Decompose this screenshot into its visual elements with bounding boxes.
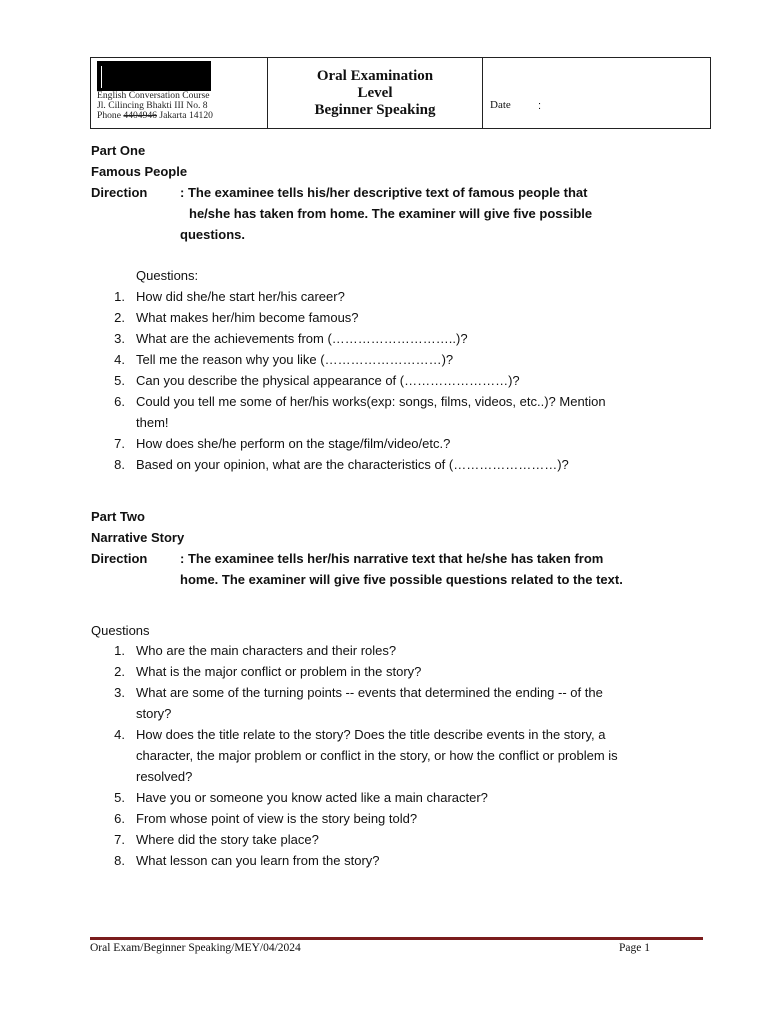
part-two-direction-line-2: home. The examiner will give five possible questions related to the text. — [180, 572, 623, 587]
footer-doc-code: Oral Exam/Beginner Speaking/MEY/04/2024 — [90, 942, 301, 954]
part-two-question-text: character, the major problem or conflict in the story, or how the conflict or problem is — [136, 748, 618, 763]
part-two-question-text: How does the title relate to the story? Does the title describe events in the story, a — [136, 727, 606, 742]
part-one-question-text: What are the achievements from (………………………..)? — [136, 331, 468, 346]
institution-address — [97, 91, 213, 121]
part-one-topic: Famous People — [91, 164, 188, 179]
part-one-question-text: Based on your opinion, what are the characteristics of (……………………)? — [136, 457, 569, 472]
part-two-heading: Part Two — [91, 509, 145, 524]
footer-rule — [90, 937, 703, 940]
part-one-direction-label: Direction — [91, 185, 148, 200]
part-two-question-number: 3. — [114, 685, 125, 700]
phone-city: Jakarta 14120 — [159, 110, 213, 121]
part-two-question-text: Where did the story take place? — [136, 832, 319, 847]
part-one-question-number: 3. — [114, 331, 125, 346]
part-one-heading: Part One — [91, 143, 146, 158]
phone-label: Phone — [97, 110, 121, 121]
date-colon: : — [538, 100, 542, 112]
exam-title-line-2: Level — [357, 84, 393, 101]
part-two-direction-line-1: : The examinee tells her/his narrative text that he/she has taken from — [180, 551, 604, 566]
part-one-direction-line-3: questions. — [180, 227, 246, 242]
part-one-question-text: How does she/he perform on the stage/film/video/etc.? — [136, 436, 451, 451]
address-line-2: Jl. Cilincing Bhakti III No. 8 — [97, 100, 208, 111]
part-one-question-number: 5. — [114, 373, 125, 388]
part-two-question-number: 2. — [114, 664, 125, 679]
part-one-question-text: them! — [136, 415, 169, 430]
part-two-question-number: 8. — [114, 853, 125, 868]
part-one-question-text: Can you describe the physical appearance of (……………………)? — [136, 373, 520, 388]
part-one-question-number: 2. — [114, 310, 125, 325]
part-one-question-number: 7. — [114, 436, 125, 451]
exam-title-line-3: Beginner Speaking — [314, 101, 436, 118]
part-two-question-text: story? — [136, 706, 172, 721]
part-one-question-number: 1. — [114, 289, 125, 304]
date-cell — [483, 58, 710, 128]
exam-title-cell — [268, 58, 483, 128]
part-one-question-number: 8. — [114, 457, 125, 472]
part-two-question-number: 1. — [114, 643, 125, 658]
part-one-question-text: Could you tell me some of her/his works(exp: songs, films, videos, etc..)? Mention — [136, 394, 606, 409]
part-two-question-text: resolved? — [136, 769, 193, 784]
part-two-question-text: Have you or someone you know acted like a main character? — [136, 790, 488, 805]
part-two-question-text: What lesson can you learn from the story? — [136, 853, 380, 868]
redacted-logo — [97, 61, 211, 91]
part-two-question-number: 7. — [114, 832, 125, 847]
part-two-direction-label: Direction — [91, 551, 148, 566]
institution-cell — [91, 58, 268, 128]
part-one-question-number: 4. — [114, 352, 125, 367]
part-two-question-text: What is the major conflict or problem in the story? — [136, 664, 422, 679]
exam-title-line-1: Oral Examination — [316, 67, 434, 84]
header-table — [90, 57, 711, 129]
footer-page-number: Page 1 — [619, 942, 650, 954]
phone-number: 4404946 — [123, 110, 157, 121]
phone-line — [97, 111, 213, 121]
part-two-question-text: Who are the main characters and their roles? — [136, 643, 397, 658]
part-one-direction-line-1: : The examinee tells his/her descriptive text of famous people that — [180, 185, 588, 200]
part-two-question-number: 6. — [114, 811, 125, 826]
part-two-question-text: From whose point of view is the story being told? — [136, 811, 418, 826]
part-one-direction-line-2: he/she has taken from home. The examiner will give five possible — [189, 206, 593, 221]
part-two-questions-label: Questions — [91, 623, 150, 638]
part-one-question-number: 6. — [114, 394, 125, 409]
part-two-question-text: What are some of the turning points -- events that determined the ending -- of the — [136, 685, 603, 700]
part-one-questions-label: Questions: — [136, 268, 199, 283]
part-one-question-text: What makes her/him become famous? — [136, 310, 359, 325]
part-one-question-text: How did she/he start her/his career? — [136, 289, 345, 304]
part-one-question-text: Tell me the reason why you like (………………………)? — [136, 352, 454, 367]
part-two-question-number: 5. — [114, 790, 125, 805]
part-two-topic: Narrative Story — [91, 530, 185, 545]
part-two-question-number: 4. — [114, 727, 125, 742]
address-line-1: English Conversation Course — [97, 90, 210, 101]
date-label: Date — [490, 99, 511, 111]
